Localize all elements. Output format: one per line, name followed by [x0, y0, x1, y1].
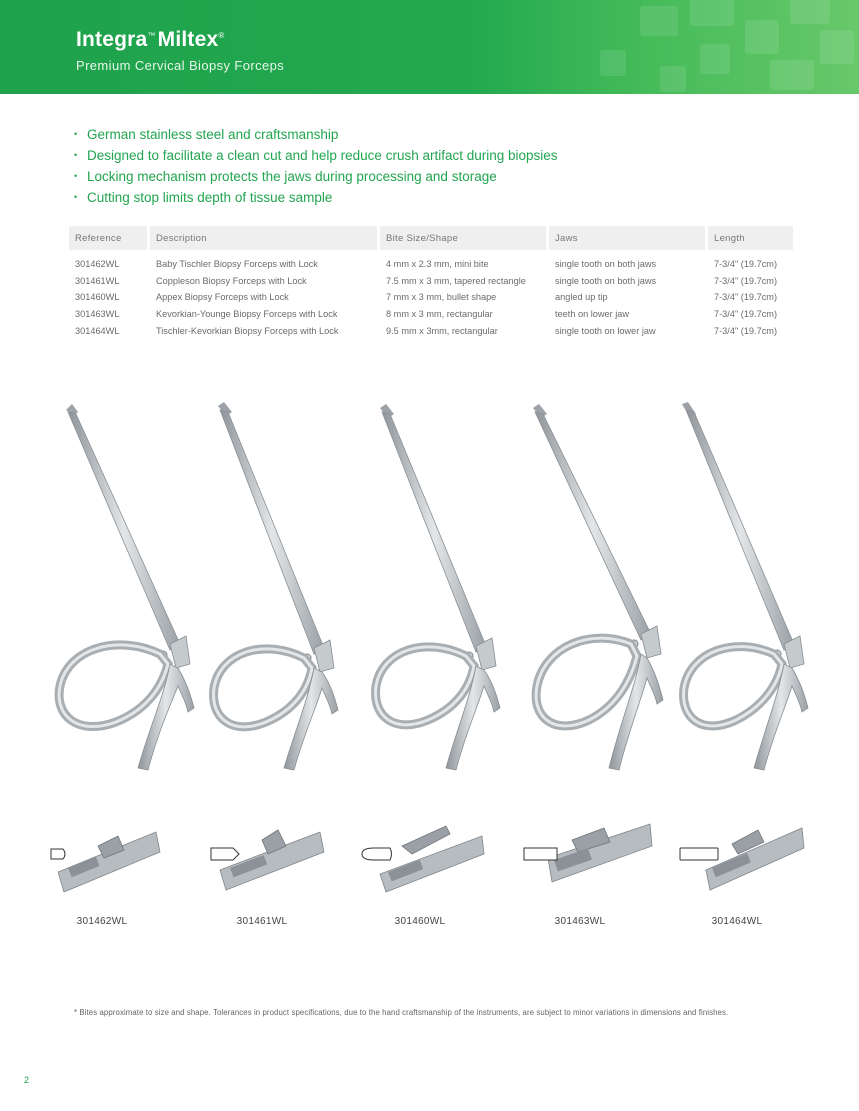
bite-shape-icon-mini — [49, 846, 69, 862]
col-header-jaws: Jaws — [549, 226, 708, 250]
product-label: 301463WL — [554, 916, 606, 927]
cell-bite-size: 9.5 mm x 3mm, rectangular — [386, 325, 498, 336]
product-label: 301460WL — [394, 916, 446, 927]
feature-list — [74, 124, 558, 208]
table-header-row — [69, 226, 796, 250]
page-number: 2 — [24, 1075, 30, 1085]
table-row — [69, 306, 796, 323]
cell-description: Tischler-Kevorkian Biopsy Forceps with Lock — [156, 325, 339, 336]
brand-logo: Integra™Miltex® — [76, 28, 225, 51]
forceps-image-301463wl — [515, 396, 685, 776]
page-header — [0, 0, 859, 94]
cell-jaws: angled up tip — [555, 292, 608, 303]
forceps-tip-illustration — [58, 812, 178, 897]
spec-table — [69, 226, 796, 339]
cell-jaws: teeth on lower jaw — [555, 309, 630, 320]
cell-description: Appex Biopsy Forceps with Lock — [156, 292, 289, 303]
footnote: * Bites approximate to size and shape. Tolerances in product specifications, due to the hand craftsmanship of the instruments, are subject to minor variations in dimensions and finishes. — [74, 1008, 729, 1017]
product-label: 301464WL — [711, 916, 763, 927]
col-header-reference: Reference — [69, 226, 150, 250]
cell-length: 7-3/4" (19.7cm) — [714, 275, 778, 286]
cell-length: 7-3/4" (19.7cm) — [714, 292, 778, 303]
bullet-icon: • — [74, 129, 78, 139]
forceps-illustration — [358, 396, 528, 776]
cell-description: Coppleson Biopsy Forceps with Lock — [156, 275, 307, 286]
forceps-tip-illustration — [542, 812, 662, 897]
table-row — [69, 273, 796, 290]
cell-bite-size: 7 mm x 3 mm, bullet shape — [386, 292, 497, 303]
bite-shape-icon-tapered-rectangle — [209, 846, 241, 862]
product-label: 301462WL — [76, 916, 128, 927]
cell-bite-size: 7.5 mm x 3 mm, tapered rectangle — [386, 275, 526, 286]
forceps-image-301460wl — [358, 396, 528, 776]
table-row — [69, 256, 796, 273]
cell-reference: 301460WL — [75, 292, 120, 303]
cell-jaws: single tooth on lower jaw — [555, 325, 656, 336]
feature-item: • Designed to facilitate a clean cut and help reduce crush artifact during biopsies — [74, 148, 558, 163]
bite-shape-icon-rectangle — [522, 846, 560, 862]
cell-reference: 301463WL — [75, 309, 120, 320]
table-row — [69, 322, 796, 339]
forceps-image-301464wl — [672, 396, 842, 776]
forceps-illustration — [198, 396, 368, 776]
cell-reference: 301464WL — [75, 325, 120, 336]
bite-shape-icon-rectangle-long — [678, 846, 720, 862]
bite-shape-icon-bullet — [358, 846, 394, 862]
tip-closeup-301463wl — [542, 812, 662, 897]
forceps-illustration — [672, 396, 842, 776]
cell-length: 7-3/4" (19.7cm) — [714, 325, 778, 336]
cell-length: 7-3/4" (19.7cm) — [714, 309, 778, 320]
bullet-icon: • — [74, 150, 78, 160]
feature-item: • Locking mechanism protects the jaws during processing and storage — [74, 169, 497, 184]
col-header-bite-size: Bite Size/Shape — [380, 226, 549, 250]
col-header-description: Description — [150, 226, 380, 250]
forceps-image-301461wl — [198, 396, 368, 776]
page-subtitle: Premium Cervical Biopsy Forceps — [76, 58, 285, 73]
cell-bite-size: 8 mm x 3 mm, rectangular — [386, 309, 493, 320]
cell-description: Baby Tischler Biopsy Forceps with Lock — [156, 259, 318, 270]
cell-reference: 301462WL — [75, 259, 120, 270]
cell-jaws: single tooth on both jaws — [555, 259, 657, 270]
feature-item: • Cutting stop limits depth of tissue sample — [74, 190, 333, 205]
forceps-image-301462wl — [38, 396, 208, 776]
cell-reference: 301461WL — [75, 275, 120, 286]
table-row — [69, 289, 796, 306]
product-label: 301461WL — [236, 916, 288, 927]
tip-closeup-301462wl — [58, 812, 178, 897]
bullet-icon: • — [74, 192, 78, 202]
feature-item: • German stainless steel and craftsmanship — [74, 127, 339, 142]
forceps-illustration — [515, 396, 685, 776]
cell-jaws: single tooth on both jaws — [555, 275, 657, 286]
col-header-length: Length — [708, 226, 796, 250]
cell-bite-size: 4 mm x 2.3 mm, mini bite — [386, 259, 489, 270]
cell-description: Kevorkian-Younge Biopsy Forceps with Lock — [156, 309, 338, 320]
forceps-illustration — [38, 396, 208, 776]
cell-length: 7-3/4" (19.7cm) — [714, 259, 778, 270]
bullet-icon: • — [74, 171, 78, 181]
